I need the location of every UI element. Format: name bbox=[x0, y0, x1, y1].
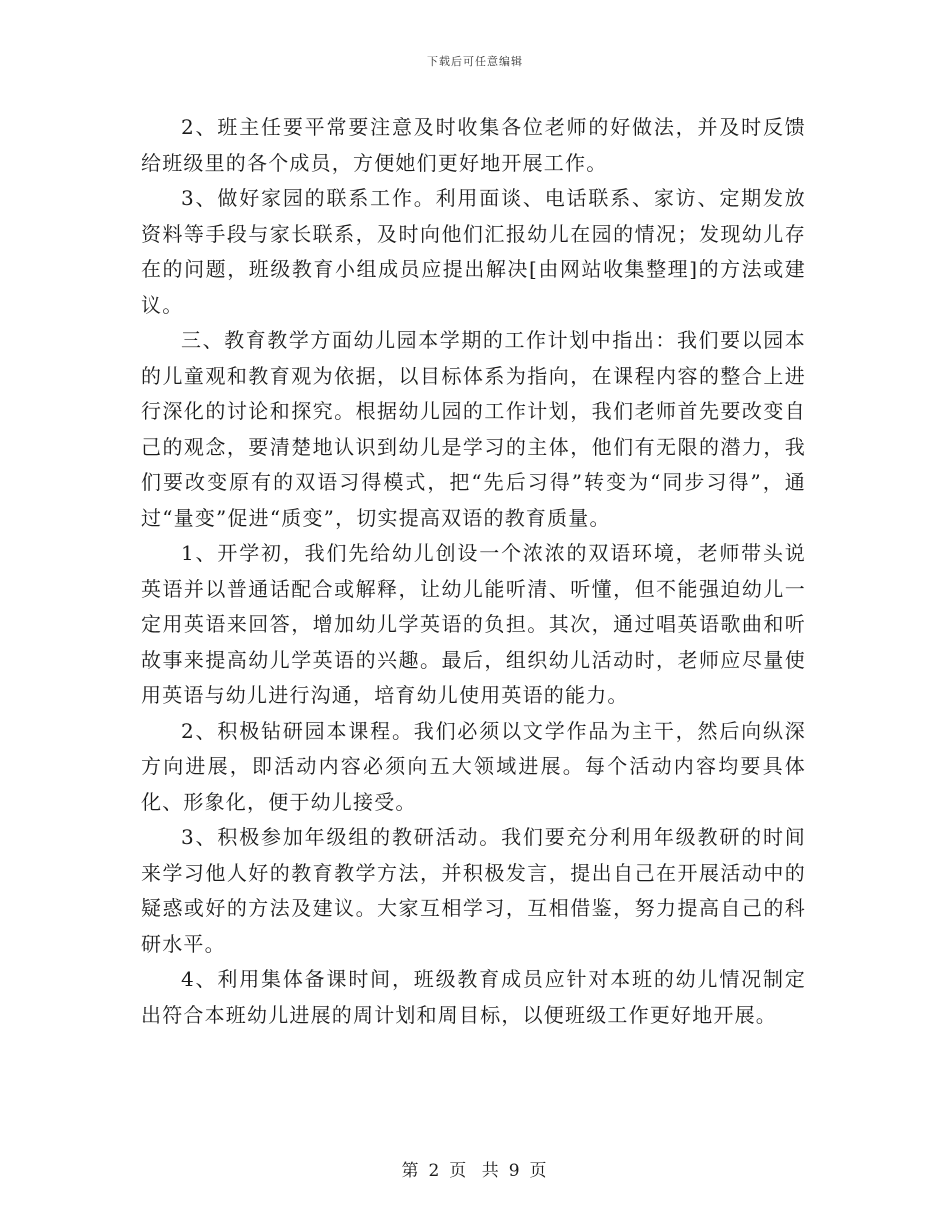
page-mid: 页 共 bbox=[449, 1161, 501, 1181]
paragraph-7: 4、利用集体备课时间，班级教育成员应针对本班的幼儿情况制定出符合本班幼儿进展的周计划和周目标，以便班级工作更好地开展。 bbox=[141, 967, 806, 1027]
paragraph-4: 1、开学初，我们先给幼儿创设一个浓浓的双语环境，老师带头说英语并以普通话配合或解释，让幼儿能听清、听懂，但不能强迫幼儿一定用英语来回答，增加幼儿学英语的负担。其次，通过唱英语歌曲和听故事来提高幼儿学英语的兴趣。最后，组织幼儿活动时，老师应尽量使用英语与幼儿进行沟通，培育幼儿使用英语的能力。 bbox=[141, 541, 806, 707]
document-body bbox=[141, 110, 806, 1033]
paragraph-5: 2、积极钻研园本课程。我们必须以文学作品为主干，然后向纵深方向进展，即活动内容必须向五大领域进展。每个活动内容均要具体化、形象化，便于幼儿接受。 bbox=[141, 718, 806, 814]
paragraph-3: 三、教育教学方面幼儿园本学期的工作计划中指出：我们要以园本的儿童观和教育观为依据，以目标体系为指向，在课程内容的整合上进行深化的讨论和探究。根据幼儿园的工作计划，我们老师首先要改变自己的观念，要清楚地认识到幼儿是学习的主体，他们有无限的潜力，我们要改变原有的双语习得模式，把“先后习得”转变为“同步习得”，通过“量变”促进“质变”，切实提高双语的教育质量。 bbox=[141, 328, 806, 530]
page-suffix: 页 bbox=[529, 1161, 549, 1181]
page-total: 9 bbox=[508, 1161, 522, 1181]
page-current: 2 bbox=[428, 1161, 442, 1181]
paragraph-1: 2、班主任要平常要注意及时收集各位老师的好做法，并及时反馈给班级里的各个成员，方便她们更好地开展工作。 bbox=[141, 115, 806, 175]
page-header: 下载后可任意编辑 bbox=[427, 55, 523, 68]
page-prefix: 第 bbox=[401, 1161, 421, 1181]
paragraph-6: 3、积极参加年级组的教研活动。我们要充分利用年级教研的时间来学习他人好的教育教学方法，并积极发言，提出自己在开展活动中的疑惑或好的方法及建议。大家互相学习，互相借鉴，努力提高自己的科研水平。 bbox=[141, 825, 806, 956]
paragraph-2: 3、做好家园的联系工作。利用面谈、电话联系、家访、定期发放资料等手段与家长联系，及时向他们汇报幼儿在园的情况；发现幼儿存在的问题，班级教育小组成员应提出解决[由网站收集整理]的方法或建议。 bbox=[141, 186, 806, 317]
page-footer bbox=[0, 1156, 950, 1181]
